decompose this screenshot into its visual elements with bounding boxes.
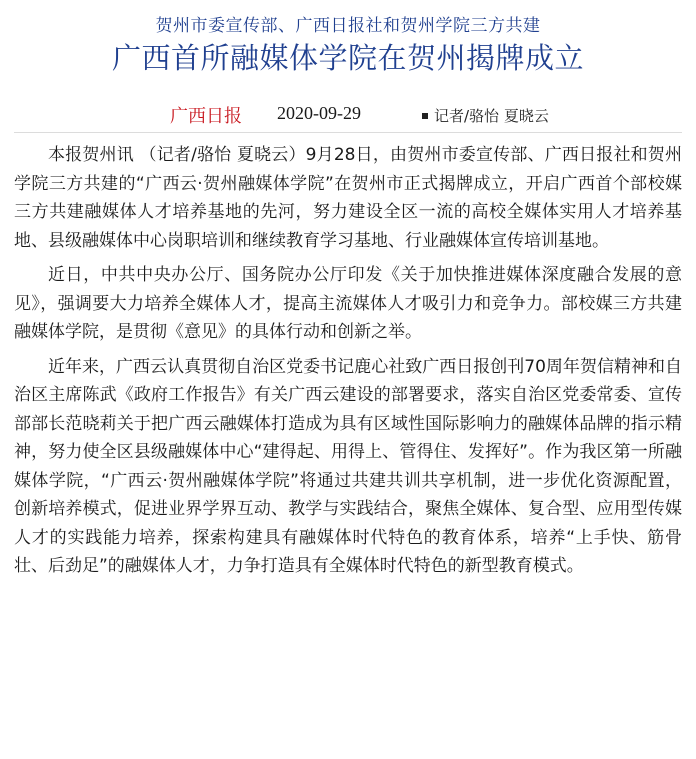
- square-bullet-icon: [422, 113, 428, 119]
- paragraph-3: 近年来，广西云认真贯彻自治区党委书记鹿心社致广西日报创刊70周年贺信精神和自治区主席陈武《政府工作报告》有关广西云建设的部署要求，落实自治区党委常委、宣传部部长范晓莉关于把广西云融媒体打造成为具有区域性国际影响力的融媒体品牌的指示精神，努力使全区县级融媒体中心“建得起、用得上、管得住、发挥好”。作为我区第一所融媒体学院，“广西云·贺州融媒体学院”将通过共建共训共享机制，进一步优化资源配置，创新培养模式，促进业界学界互动、教学与实践结合，聚焦全媒体、复合型、应用型传媒人才的实践能力培养，探索构建具有融媒体时代特色的教育体系，培养“上手快、筋骨壮、后劲足”的融媒体人才，力争打造具有全媒体时代特色的新型教育模式。: [14, 356, 682, 576]
- article-subtitle: 贺州市委宣传部、广西日报社和贺州学院三方共建: [155, 16, 541, 36]
- divider: [14, 132, 682, 133]
- publish-date: 2020-09-29: [277, 103, 361, 123]
- paragraph-2: 近日，中共中央办公厅、国务院办公厅印发《关于加快推进媒体深度融合发展的意见》，强调要大力培养全媒体人才，提高主流媒体人才吸引力和竞争力。部校媒三方共建融媒体学院，是贯彻《意见》的具体行动和创新之举。: [14, 265, 682, 342]
- source-label: 广西日报: [170, 106, 242, 127]
- author-name: 记者/骆怡 夏晓云: [434, 107, 549, 125]
- article-body: [14, 141, 682, 581]
- author-line: [422, 105, 549, 126]
- article-page: [0, 15, 696, 759]
- article-meta: [14, 96, 682, 130]
- article-title: 广西首所融媒体学院在贺州揭牌成立: [111, 41, 584, 75]
- paragraph-1: 本报贺州讯 （记者/骆怡 夏晓云）9月28日，由贺州市委宣传部、广西日报社和贺州学院三方共建的“广西云·贺州融媒体学院”在贺州市正式揭牌成立，开启广西首个部校媒三方共建融媒体人才培养基地的先河，努力建设全区一流的高校全媒体实用人才培养基地、县级融媒体中心岗职培训和继续教育学习基地、行业融媒体宣传培训基地。: [14, 145, 682, 251]
